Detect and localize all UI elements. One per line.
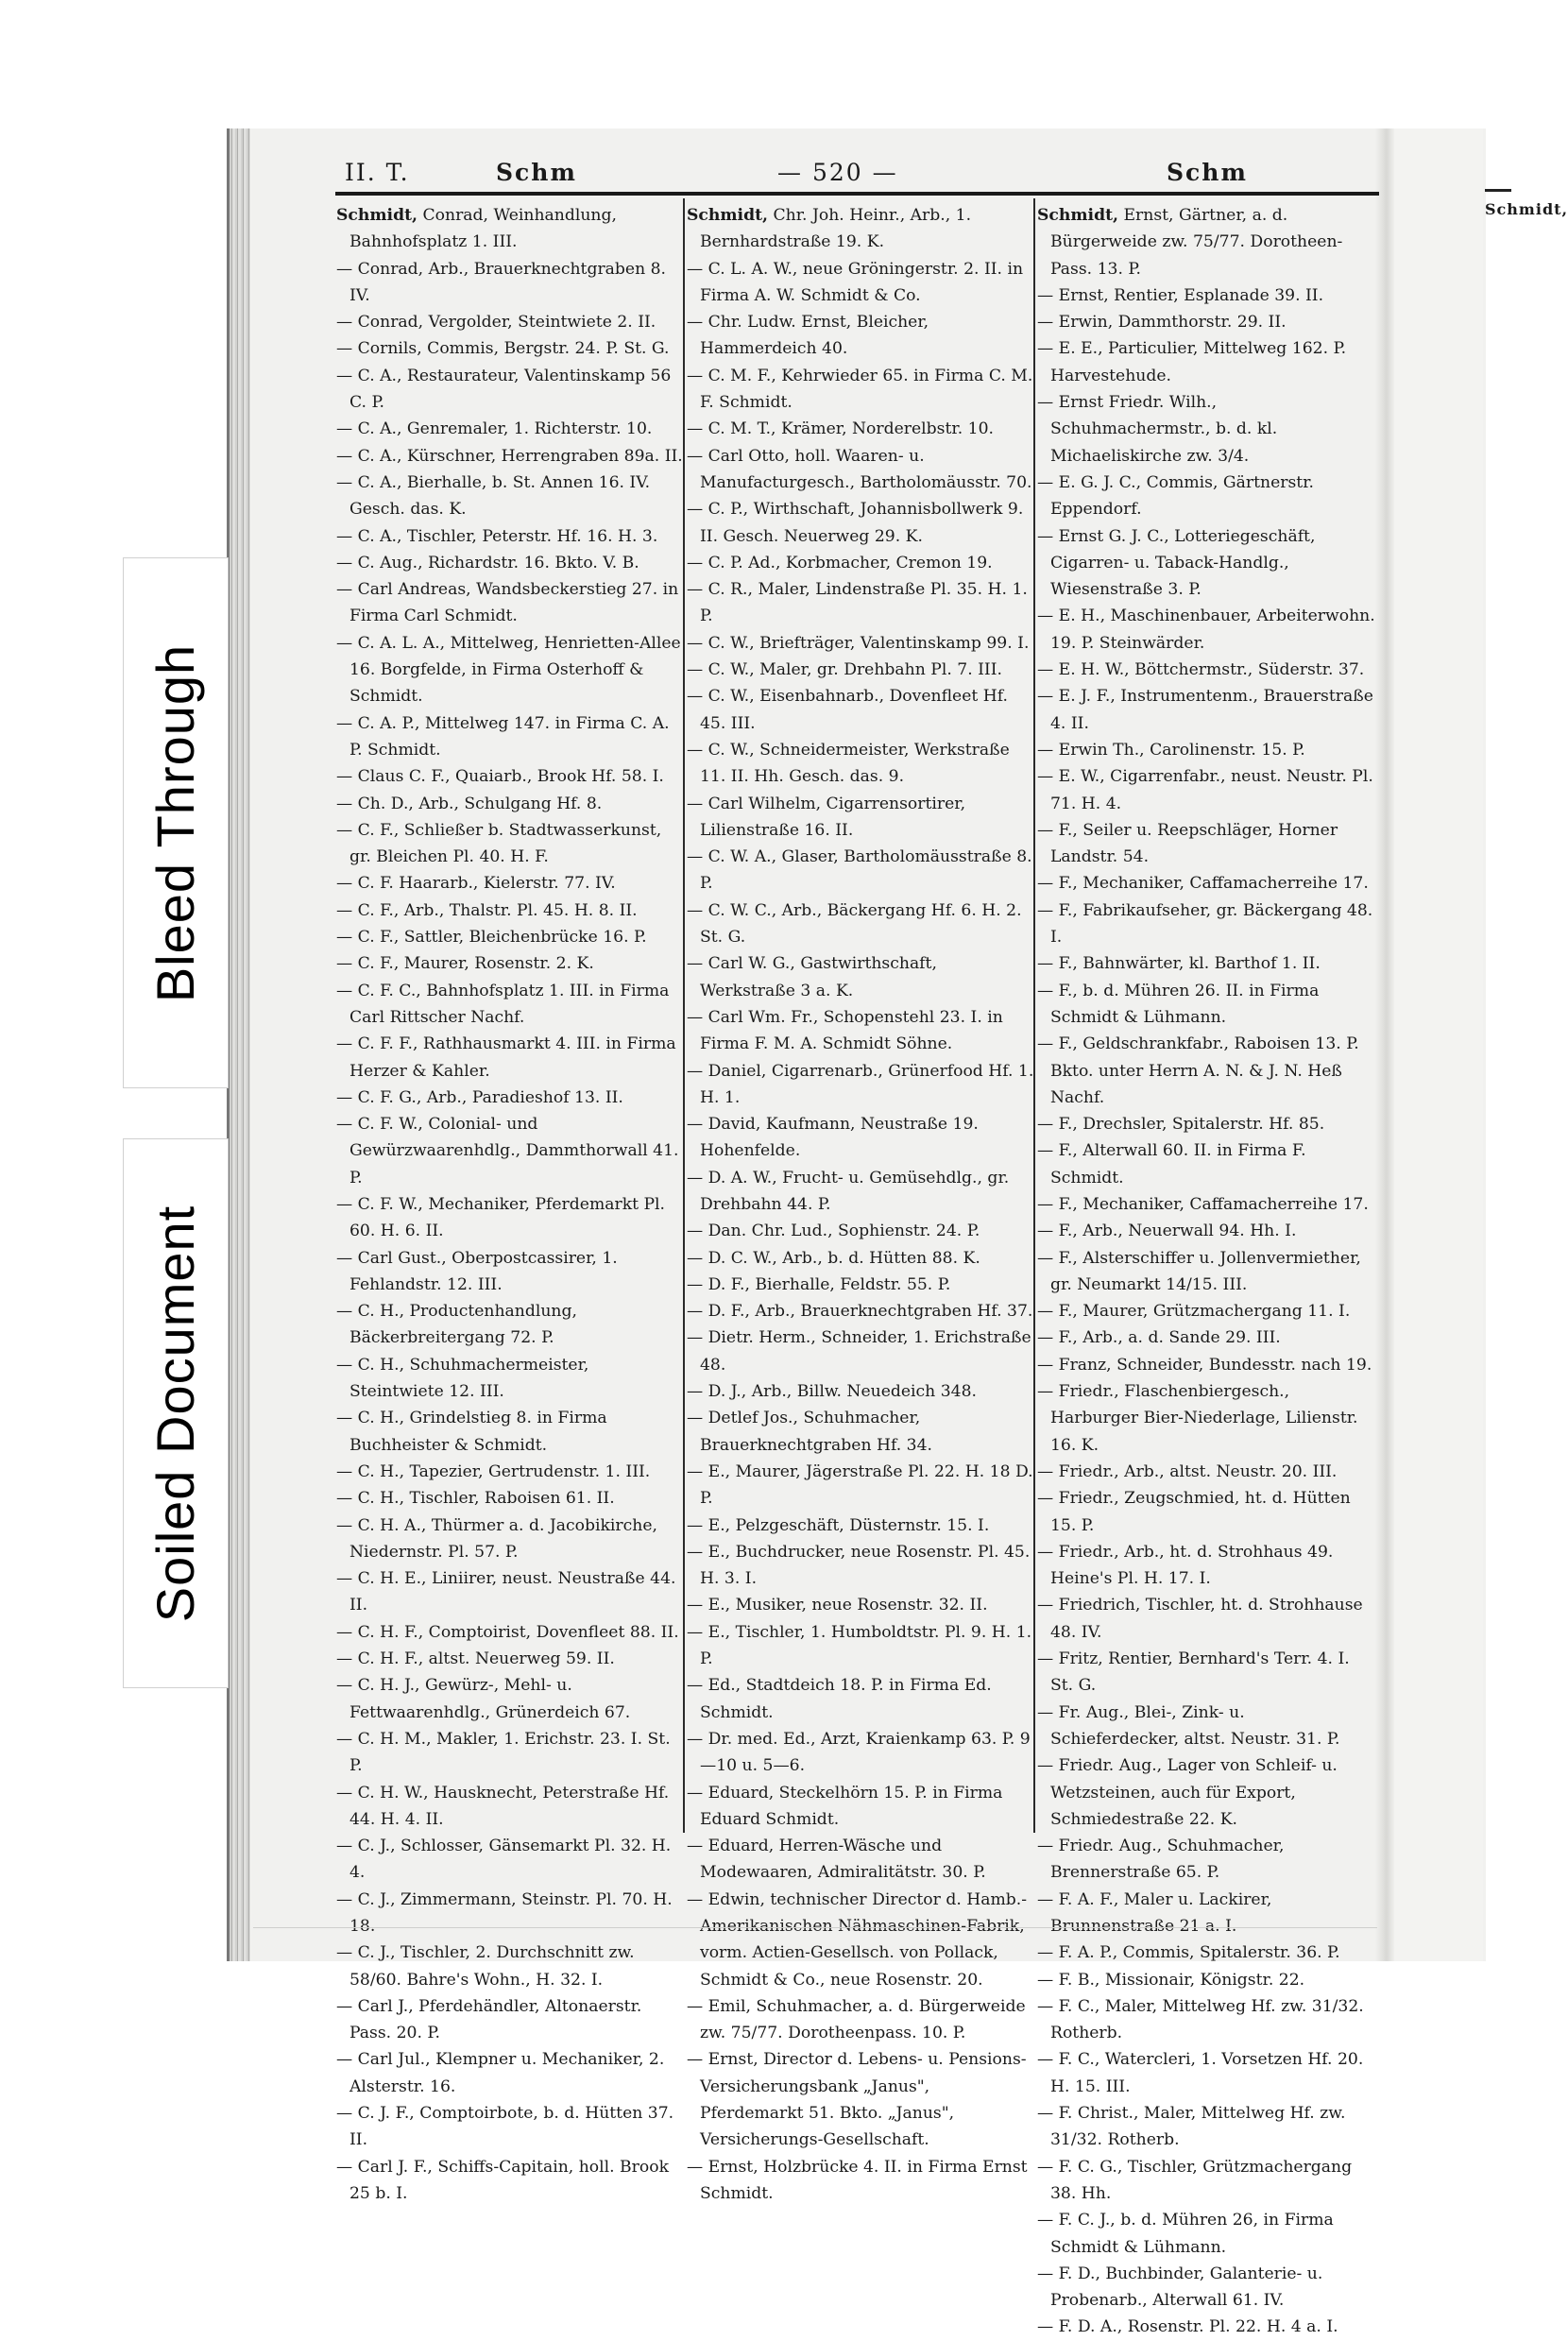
entry-text: — C. H. F., altst. Neuerweg 59. II.: [336, 1649, 615, 1669]
directory-entry: [336, 523, 684, 550]
directory-entry: [1037, 1031, 1377, 1111]
entry-text: — F., Bahnwärter, kl. Barthof 1. II.: [1037, 954, 1321, 974]
entry-text: — Detlef Jos., Schuhmacher, Brauerknechtgraben Hf. 34.: [687, 1409, 932, 1455]
directory-entry: [336, 1459, 684, 1485]
directory-entry: [1037, 1887, 1377, 1940]
directory-entry: [336, 950, 684, 977]
entry-text: — Carl Wm. Fr., Schopenstehl 23. I. in Firma F. M. A. Schmidt Söhne.: [687, 1007, 1003, 1054]
entry-text: — E. H., Maschinenbauer, Arbeiterwohn. 19. P. Steinwärder.: [1037, 607, 1375, 653]
directory-entry: [687, 1245, 1034, 1272]
entry-text: — F. A. P., Commis, Spitalerstr. 36. P.: [1037, 1943, 1340, 1963]
entry-text: — C. R., Maler, Lindenstraße Pl. 35. H. 1. P.: [687, 580, 1028, 626]
entry-text: — Ed., Stadtdeich 18. P. in Firma Ed. Schmidt.: [687, 1676, 992, 1722]
directory-entry: [1037, 1352, 1377, 1378]
entry-text: — F. C., Watercleri, 1. Vorsetzen Hf. 20. H. 15. III.: [1037, 2050, 1364, 2096]
entry-text: — Carl J. F., Schiffs-Capitain, holl. Brook 25 b. I.: [336, 2157, 669, 2203]
entry-text: — E. G. J. C., Commis, Gärtnerstr. Eppendorf.: [1037, 472, 1314, 520]
entry-text: — D. F., Arb., Brauerknechtgraben Hf. 37.: [687, 1302, 1033, 1322]
entry-text: — C. F. Haararb., Kielerstr. 77. IV.: [336, 874, 616, 894]
entry-text: — Ernst, Holzbrücke 4. II. in Firma Ernst Schmidt.: [687, 2157, 1028, 2203]
directory-entry: [1037, 817, 1377, 871]
entry-text: — D. J., Arb., Billw. Neuedeich 348.: [687, 1382, 977, 1402]
entry-text: — C. A., Kürschner, Herrengraben 89a. II.: [336, 446, 683, 466]
directory-entry: [1037, 202, 1377, 282]
entry-text: — F. C., Maler, Mittelweg Hf. zw. 31/32. Rotherb.: [1037, 1996, 1364, 2043]
page-header: [345, 159, 1384, 197]
entry-text: — C. L. A. W., neue Gröningerstr. 2. II. in Firma A. W. Schmidt & Co.: [687, 259, 1024, 305]
entry-text: Ernst, Gärtner, a. d. Bürgerweide zw. 75/77. Dorotheen-Pass. 13. P.: [1050, 206, 1343, 279]
entry-text: — Friedr., Arb., altst. Neustr. 20. III.: [1037, 1461, 1338, 1481]
entry-text: — C. H., Schuhmachermeister, Steintwiete 12. III.: [336, 1355, 589, 1402]
directory-entry: [1037, 1378, 1377, 1459]
entry-text: — C. H., Tischler, Raboisen 61. II.: [336, 1489, 615, 1509]
entry-text: — C. J. F., Comptoirbote, b. d. Hütten 37. II.: [336, 2104, 674, 2150]
directory-entry: [687, 1619, 1034, 1673]
entry-text: — Ernst, Director d. Lebens- u. Pensions-Versicherungsbank „Janus", Pferdemarkt 51. Bkto. „Janus", Versicherungs-Gesellschaft.: [687, 2050, 1027, 2150]
entry-text: — C. H., Grindelstieg 8. in Firma Buchheister & Schmidt.: [336, 1409, 607, 1455]
directory-entry: [336, 710, 684, 764]
directory-entry: [1037, 2207, 1377, 2261]
entry-text: — C. H. W., Hausknecht, Peterstraße Hf. 44. H. 4. II.: [336, 1783, 670, 1829]
entry-text: — C. F., Sattler, Bleichenbrücke 16. P.: [336, 928, 647, 948]
entry-text: — F. D., Buchbinder, Galanterie- u. Probenarb., Alterwall 61. IV.: [1037, 2264, 1323, 2311]
directory-entry: [336, 335, 684, 362]
directory-entry: [687, 1405, 1034, 1459]
directory-entry: [336, 1485, 684, 1512]
entry-text: — C. W. C., Arb., Bäckergang Hf. 6. H. 2. St. G.: [687, 900, 1022, 948]
directory-entry: [1037, 1700, 1377, 1753]
entry-text: — C. J., Zimmermann, Steinstr. Pl. 70. H. 18.: [336, 1889, 673, 1936]
directory-entry: [1037, 2100, 1377, 2154]
entry-text: — Cornils, Commis, Bergstr. 24. P. St. G.: [336, 339, 670, 359]
directory-column-3: [1037, 202, 1377, 2341]
directory-entry: [336, 791, 684, 817]
entry-text: — C. W., Eisenbahnarb., Dovenfleet Hf. 45. III.: [687, 687, 1008, 733]
entry-text: — C. P. Ad., Korbmacher, Cremon 19.: [687, 553, 993, 572]
entry-text: — Friedr. Aug., Schuhmacher, Brennerstraße 65. P.: [1037, 1837, 1285, 1883]
entry-text: — Ernst, Rentier, Esplanade 39. II.: [1037, 285, 1324, 305]
soiled-document-text: Soiled Document: [145, 1205, 206, 1622]
entry-text: — Eduard, Herren-Wäsche und Modewaaren, Admiralitätstr. 30. P.: [687, 1837, 986, 1883]
directory-entry: [1037, 2314, 1377, 2340]
entry-text: — F. A. F., Maler u. Lackirer, Brunnenstraße 21 a. I.: [1037, 1889, 1272, 1936]
directory-entry: [1037, 1485, 1377, 1539]
binding-edge: [230, 128, 250, 1961]
directory-entry: [687, 2154, 1034, 2208]
directory-entry: [687, 1539, 1034, 1593]
directory-entry: [687, 1592, 1034, 1618]
directory-entry: [336, 817, 684, 871]
entry-text: — Ch. D., Arb., Schulgang Hf. 8.: [336, 794, 603, 813]
directory-entry: [1037, 335, 1377, 389]
directory-entry: [1037, 2046, 1377, 2100]
entry-surname: Schmidt,: [1037, 206, 1119, 225]
directory-entry: [687, 1218, 1034, 1244]
entry-text: — C. A. P., Mittelweg 147. in Firma C. A. P. Schmidt.: [336, 713, 670, 760]
directory-entry: [687, 256, 1034, 310]
entry-surname: Schmidt,: [687, 206, 769, 225]
entry-text: — C. F. C., Bahnhofsplatz 1. III. in Firma Carl Rittscher Nachf.: [336, 981, 670, 1027]
entry-text: — E., Tischler, 1. Humboldtstr. Pl. 9. H. 1. P.: [687, 1622, 1032, 1669]
entry-text: — D. A. W., Frucht- u. Gemüsehdlg., gr. Drehbahn 44. P.: [687, 1168, 1010, 1214]
entry-text: — C. H. F., Comptoirist, Dovenfleet 88. II.: [336, 1622, 679, 1642]
entry-text: — C. H., Productenhandlung, Bäckerbreitergang 72. P.: [336, 1302, 577, 1348]
directory-entry: [687, 1058, 1034, 1112]
entry-text: — Carl Wilhelm, Cigarrensortirer, Lilienstraße 16. II.: [687, 794, 966, 840]
directory-entry: [336, 576, 684, 630]
directory-entry: [687, 1887, 1034, 1993]
entry-text: — Dr. med. Ed., Arzt, Kraienkamp 63. P. 9—10 u. 5—6.: [687, 1729, 1031, 1776]
entry-text: — Carl Jul., Klempner u. Mechaniker, 2. Alsterstr. 16.: [336, 2050, 665, 2096]
directory-entry: [1037, 1833, 1377, 1887]
directory-entry: [687, 1993, 1034, 2047]
directory-entry: [687, 897, 1034, 951]
entry-text: — C. W., Schneidermeister, Werkstraße 11. II. Hh. Gesch. das. 9.: [687, 740, 1010, 787]
directory-entry: [687, 1298, 1034, 1324]
entry-text: — F., Fabrikaufseher, gr. Bäckergang 48. I.: [1037, 900, 1373, 948]
entry-text: — C. A., Tischler, Peterstr. Hf. 16. H. 3.: [336, 526, 658, 546]
entry-text: — C. H. M., Makler, 1. Erichstr. 23. I. St. P.: [336, 1729, 671, 1776]
directory-entry: [336, 1245, 684, 1299]
directory-entry: [687, 496, 1034, 550]
entry-text: — C. H. E., Liniirer, neust. Neustraße 44. II.: [336, 1569, 676, 1615]
gutter-shadow: [1375, 128, 1394, 1961]
directory-entry: [687, 950, 1034, 1004]
directory-entry: [687, 1378, 1034, 1405]
entry-text: — C. M. F., Kehrwieder 65. in Firma C. M. F. Schmidt.: [687, 366, 1033, 413]
page-bottom-edge: [253, 1927, 1377, 1928]
entry-text: — F., Maurer, Grützmachergang 11. I.: [1037, 1302, 1351, 1322]
directory-entry: [336, 630, 684, 710]
entry-text: — Friedrich, Tischler, ht. d. Strohhause 48. IV.: [1037, 1596, 1363, 1642]
entry-text: — C. A., Genremaler, 1. Richterstr. 10.: [336, 419, 653, 439]
directory-entry: [687, 1672, 1034, 1726]
directory-entry: [336, 416, 684, 442]
directory-entry: [1037, 603, 1377, 657]
directory-entry: [1037, 470, 1377, 523]
entry-text: — Chr. Ludw. Ernst, Bleicher, Hammerdeich 40.: [687, 313, 929, 359]
directory-entry: [1037, 1459, 1377, 1485]
entry-text: — E. J. F., Instrumentenm., Brauerstraße 4. II.: [1037, 687, 1373, 733]
directory-entry: [687, 737, 1034, 791]
entry-text: — Emil, Schuhmacher, a. d. Bürgerweide zw. 75/77. Dorotheenpass. 10. P.: [687, 1996, 1026, 2043]
entry-text: — F. Christ., Maler, Mittelweg Hf. zw. 31/32. Rotherb.: [1037, 2104, 1346, 2150]
directory-entry: [1037, 523, 1377, 604]
directory-entry: [336, 470, 684, 523]
entry-text: — Carl Andreas, Wandsbeckerstieg 27. in Firma Carl Schmidt.: [336, 580, 679, 626]
directory-entry: [687, 1272, 1034, 1298]
entry-text: — F., Geldschrankfabr., Raboisen 13. P. Bkto. unter Herrn A. N. & J. N. Heß Nachf.: [1037, 1034, 1359, 1107]
entry-text: — Friedr., Flaschenbiergesch., Harburger Bier-Niederlage, Lilienstr. 16. K.: [1037, 1382, 1358, 1455]
directory-entry: [336, 1619, 684, 1646]
directory-entry: [1037, 1752, 1377, 1833]
entry-text: — F., Seiler u. Reepschläger, Horner Landstr. 54.: [1037, 820, 1338, 867]
directory-entry: [687, 1004, 1034, 1058]
directory-entry: [1037, 282, 1377, 309]
directory-column-2: [687, 202, 1034, 2207]
entry-text: — C. H., Tapezier, Gertrudenstr. 1. III.: [336, 1461, 651, 1481]
directory-entry: [336, 1672, 684, 1726]
entry-text: — C. Aug., Richardstr. 16. Bkto. V. B.: [336, 553, 639, 572]
directory-entry: [336, 1512, 684, 1566]
entry-text: — Carl Otto, holl. Waaren- u. Manufacturgesch., Bartholomäusstr. 70.: [687, 446, 1032, 492]
directory-entry: [336, 1111, 684, 1191]
directory-entry: [1037, 737, 1377, 763]
directory-entry: [687, 363, 1034, 417]
entry-text: — Conrad, Vergolder, Steintwiete 2. II.: [336, 313, 656, 333]
entry-text: — D. F., Bierhalle, Feldstr. 55. P.: [687, 1274, 951, 1294]
directory-entry: [687, 791, 1034, 845]
directory-entry: [687, 1459, 1034, 1512]
entry-text: — Ernst G. J. C., Lotteriegeschäft, Cigarren- u. Taback-Handlg., Wiesenstraße 3. P.: [1037, 526, 1316, 600]
entry-text: — F. D. A., Rosenstr. Pl. 22. H. 4 a. I.: [1037, 2317, 1338, 2337]
entry-text: — Dietr. Herm., Schneider, 1. Erichstraße 48.: [687, 1328, 1031, 1375]
directory-entry: [336, 1780, 684, 1834]
entry-text: — C. A. L. A., Mittelweg, Henrietten-Allee 16. Borgfelde, in Firma Osterhoff & Schmidt.: [336, 633, 681, 707]
directory-entry: [687, 443, 1034, 497]
entry-text: — Fr. Aug., Blei-, Zink- u. Schieferdecker, altst. Neustr. 31. P.: [1037, 1702, 1340, 1749]
page-number: — 520 —: [777, 159, 898, 186]
entry-text: — C. W. A., Glaser, Bartholomäusstraße 8. P.: [687, 847, 1032, 894]
directory-entry: [1037, 1298, 1377, 1324]
directory-entry: [336, 309, 684, 335]
entry-text: — Friedr., Zeugschmied, ht. d. Hütten 15. P.: [1037, 1489, 1351, 1535]
entry-text: — Edwin, technischer Director d. Hamb.-Amerikanischen Nähmaschinen-Fabrik, vorm. Actien-Gesellsch. von Pollack, Schmidt & Co., neue Rosenstr. 20.: [687, 1889, 1028, 1990]
directory-entry: [1037, 683, 1377, 737]
directory-entry: [687, 1780, 1034, 1834]
directory-entry: [336, 870, 684, 897]
entry-text: — F., Alterwall 60. II. in Firma F. Schmidt.: [1037, 1141, 1306, 1188]
directory-entry: [336, 1085, 684, 1111]
entry-text: — F., Arb., a. d. Sande 29. III.: [1037, 1328, 1281, 1348]
entry-text: — C. J., Tischler, 2. Durchschnitt zw. 58/60. Bahre's Wohn., H. 32. I.: [336, 1943, 635, 1990]
directory-entry: [1037, 1592, 1377, 1646]
directory-entry: [687, 202, 1034, 256]
entry-text: — C. F., Maurer, Rosenstr. 2. K.: [336, 954, 594, 974]
directory-entry: [336, 2154, 684, 2208]
entry-text: — F. B., Missionair, Königstr. 22.: [1037, 1970, 1305, 1990]
directory-entry: [1037, 1245, 1377, 1299]
entry-text: — F., Mechaniker, Caffamacherreihe 17.: [1037, 1194, 1369, 1214]
entry-text: — C. A., Restaurateur, Valentinskamp 56 C. P.: [336, 366, 672, 413]
next-page-fragment: [1394, 128, 1483, 1961]
entry-text: — C. M. T., Krämer, Norderelbstr. 10.: [687, 419, 994, 439]
entry-text: — C. H. A., Thürmer a. d. Jacobikirche, Niedernstr. Pl. 57. P.: [336, 1515, 657, 1562]
directory-entry: [1037, 389, 1377, 470]
running-head-right: Schm: [1167, 159, 1248, 186]
entry-text: — C. P., Wirthschaft, Johannisbollwerk 9. II. Gesch. Neuerweg 29. K.: [687, 500, 1024, 546]
entry-text: — E., Maurer, Jägerstraße Pl. 22. H. 18 D. P.: [687, 1461, 1033, 1509]
directory-entry: [687, 309, 1034, 363]
entry-text: — E., Musiker, neue Rosenstr. 32. II.: [687, 1596, 988, 1615]
directory-entry: [1037, 978, 1377, 1032]
directory-entry: [687, 630, 1034, 657]
entry-text: — Franz, Schneider, Bundesstr. nach 19.: [1037, 1355, 1372, 1375]
directory-entry: [1037, 309, 1377, 335]
entry-text: — C. H. J., Gewürz-, Mehl- u. Fettwaarenhdlg., Grünerdeich 67.: [336, 1676, 631, 1722]
entry-text: — Ernst Friedr. Wilh., Schuhmachermstr., b. d. kl. Michaeliskirche zw. 3/4.: [1037, 393, 1278, 466]
entry-text: — F., b. d. Mühren 26. II. in Firma Schmidt & Lühmann.: [1037, 981, 1320, 1027]
directory-entry: [1037, 2154, 1377, 2208]
entry-text: Conrad, Weinhandlung, Bahnhofsplatz 1. III.: [349, 206, 617, 252]
directory-entry: [1037, 1324, 1377, 1351]
directory-entry: [336, 1031, 684, 1085]
directory-entry: [336, 1939, 684, 1993]
entry-text: — Friedr. Aug., Lager von Schleif- u. Wetzsteinen, auch für Export, Schmiedestraße 22. K.: [1037, 1756, 1338, 1829]
directory-entry: [687, 1111, 1034, 1165]
entry-text: — C. F. G., Arb., Paradieshof 13. II.: [336, 1087, 623, 1107]
directory-entry: [1037, 1967, 1377, 1993]
directory-entry: [1037, 1939, 1377, 1966]
directory-entry: [1037, 1191, 1377, 1218]
running-head-left: Schm: [496, 159, 577, 186]
directory-entry: [1037, 950, 1377, 977]
entry-text: — F., Drechsler, Spitalerstr. Hf. 85.: [1037, 1115, 1325, 1135]
directory-entry: [687, 576, 1034, 630]
directory-entry: [336, 924, 684, 950]
directory-entry: [687, 1512, 1034, 1539]
directory-entry: [687, 1324, 1034, 1378]
entry-text: — F., Mechaniker, Caffamacherreihe 17.: [1037, 874, 1369, 894]
directory-entry: [1037, 1218, 1377, 1244]
entry-text: — E., Buchdrucker, neue Rosenstr. Pl. 45. H. 3. I.: [687, 1542, 1031, 1589]
entry-text: — D. C. W., Arb., b. d. Hütten 88. K.: [687, 1248, 980, 1268]
directory-entry: [1037, 2261, 1377, 2315]
directory-entry: [687, 1726, 1034, 1780]
directory-entry: [336, 1298, 684, 1352]
entry-text: — C. W., Briefträger, Valentinskamp 99. I.: [687, 633, 1030, 653]
entry-text: — Eduard, Steckelhörn 15. P. in Firma Eduard Schmidt.: [687, 1783, 1003, 1829]
entry-surname: Schmidt,: [336, 206, 418, 225]
directory-entry: [336, 1191, 684, 1245]
directory-entry: [687, 550, 1034, 576]
directory-entry: [1037, 1111, 1377, 1137]
directory-entry: [336, 2100, 684, 2154]
entry-text: — C. F., Schließer b. Stadtwasserkunst, gr. Bleichen Pl. 40. H. F.: [336, 820, 662, 867]
directory-entry: [336, 897, 684, 924]
directory-entry: [336, 1726, 684, 1780]
soiled-document-label: [123, 1138, 229, 1688]
entry-text: — Carl J., Pferdehändler, Altonaerstr. Pass. 20. P.: [336, 1996, 642, 2043]
entry-text: — Daniel, Cigarrenarb., Grünerfood Hf. 1. H. 1.: [687, 1061, 1034, 1107]
entry-text: — Carl Gust., Oberpostcassirer, 1. Fehlandstr. 12. III.: [336, 1248, 618, 1294]
entry-text: — Erwin Th., Carolinenstr. 15. P.: [1037, 740, 1305, 760]
directory-entry: [687, 844, 1034, 897]
entry-text: — E., Pelzgeschäft, Düsternstr. 15. I.: [687, 1515, 990, 1535]
directory-entry: [687, 683, 1034, 737]
directory-entry: [336, 1993, 684, 2047]
directory-entry: [1037, 1137, 1377, 1191]
entry-text: — C. A., Bierhalle, b. St. Annen 16. IV. Gesch. das. K.: [336, 472, 651, 520]
entry-text: — E. W., Cigarrenfabr., neust. Neustr. Pl. 71. H. 4.: [1037, 767, 1373, 813]
directory-entry: [687, 416, 1034, 442]
directory-entry: [336, 1646, 684, 1672]
entry-text: — C. F. F., Rathhausmarkt 4. III. in Firma Herzer & Kahler.: [336, 1034, 676, 1081]
bleed-through-text: Bleed Through: [145, 643, 206, 1002]
directory-column-1: [336, 202, 684, 2207]
directory-entry: [336, 1565, 684, 1619]
directory-entry: [1037, 870, 1377, 897]
entry-text: — C. F., Arb., Thalstr. Pl. 45. H. 8. II.: [336, 900, 638, 920]
directory-entry: [336, 256, 684, 310]
bleed-through-label: [123, 557, 229, 1088]
entry-text: — Friedr., Arb., ht. d. Strohhaus 49. Heine's Pl. H. 17. I.: [1037, 1542, 1334, 1589]
directory-entry: [1037, 1646, 1377, 1700]
directory-entry: [336, 443, 684, 470]
entry-text: — Erwin, Dammthorstr. 29. II.: [1037, 313, 1287, 333]
directory-entry: [336, 978, 684, 1032]
directory-entry: [1037, 897, 1377, 951]
directory-entry: [687, 1165, 1034, 1219]
directory-entry: [336, 2046, 684, 2100]
entry-text: — Fritz, Rentier, Bernhard's Terr. 4. I. St. G.: [1037, 1649, 1350, 1696]
directory-entry: [336, 1833, 684, 1887]
entry-text: — F., Arb., Neuerwall 94. Hh. I.: [1037, 1222, 1297, 1241]
directory-entry: [1037, 1539, 1377, 1593]
header-rule: [335, 192, 1379, 196]
directory-entry: [1037, 1993, 1377, 2047]
directory-entry: [336, 1405, 684, 1459]
entry-text: Chr. Joh. Heinr., Arb., 1. Bernhardstraße 19. K.: [700, 206, 972, 252]
entry-text: — Carl W. G., Gastwirthschaft, Werkstraße 3 a. K.: [687, 954, 937, 1000]
entry-text: — C. F. W., Colonial- und Gewürzwaarenhdlg., Dammthorwall 41. P.: [336, 1115, 679, 1188]
directory-entry: [687, 657, 1034, 683]
directory-entry: [687, 1833, 1034, 1887]
section-mark: II. T.: [345, 159, 410, 186]
entry-text: — F., Alsterschiffer u. Jollenvermiether, gr. Neumarkt 14/15. III.: [1037, 1248, 1361, 1294]
directory-entry: [336, 363, 684, 417]
entry-text: — C. J., Schlosser, Gänsemarkt Pl. 32. H. 4.: [336, 1837, 672, 1883]
entry-text: — Claus C. F., Quaiarb., Brook Hf. 58. I.: [336, 767, 664, 787]
directory-entry: [1037, 657, 1377, 683]
directory-entry: [336, 202, 684, 256]
entry-text: — E. H. W., Böttchermstr., Süderstr. 37.: [1037, 660, 1365, 680]
directory-entry: [336, 550, 684, 576]
entry-text: — Conrad, Arb., Brauerknechtgraben 8. IV.: [336, 259, 667, 305]
directory-entry: [336, 1887, 684, 1940]
entry-text: — David, Kaufmann, Neustraße 19. Hohenfelde.: [687, 1115, 979, 1161]
entry-text: — F. C. G., Tischler, Grützmachergang 38. Hh.: [1037, 2157, 1353, 2203]
next-page-rule: [1485, 189, 1511, 192]
directory-entry: [687, 2046, 1034, 2153]
directory-entry: [336, 763, 684, 790]
entry-text: — F. C. J., b. d. Mühren 26, in Firma Schmidt & Lühmann.: [1037, 2211, 1334, 2257]
entry-text: — Dan. Chr. Lud., Sophienstr. 24. P.: [687, 1222, 980, 1241]
entry-text: — E. E., Particulier, Mittelweg 162. P. Harvestehude.: [1037, 339, 1347, 385]
directory-entry: [336, 1352, 684, 1406]
directory-entry: [1037, 763, 1377, 817]
next-page-column-stub: Schmidt,: [1485, 200, 1568, 218]
entry-text: — C. W., Maler, gr. Drehbahn Pl. 7. III.: [687, 660, 1002, 680]
entry-text: — C. F. W., Mechaniker, Pferdemarkt Pl. 60. H. 6. II.: [336, 1194, 666, 1241]
